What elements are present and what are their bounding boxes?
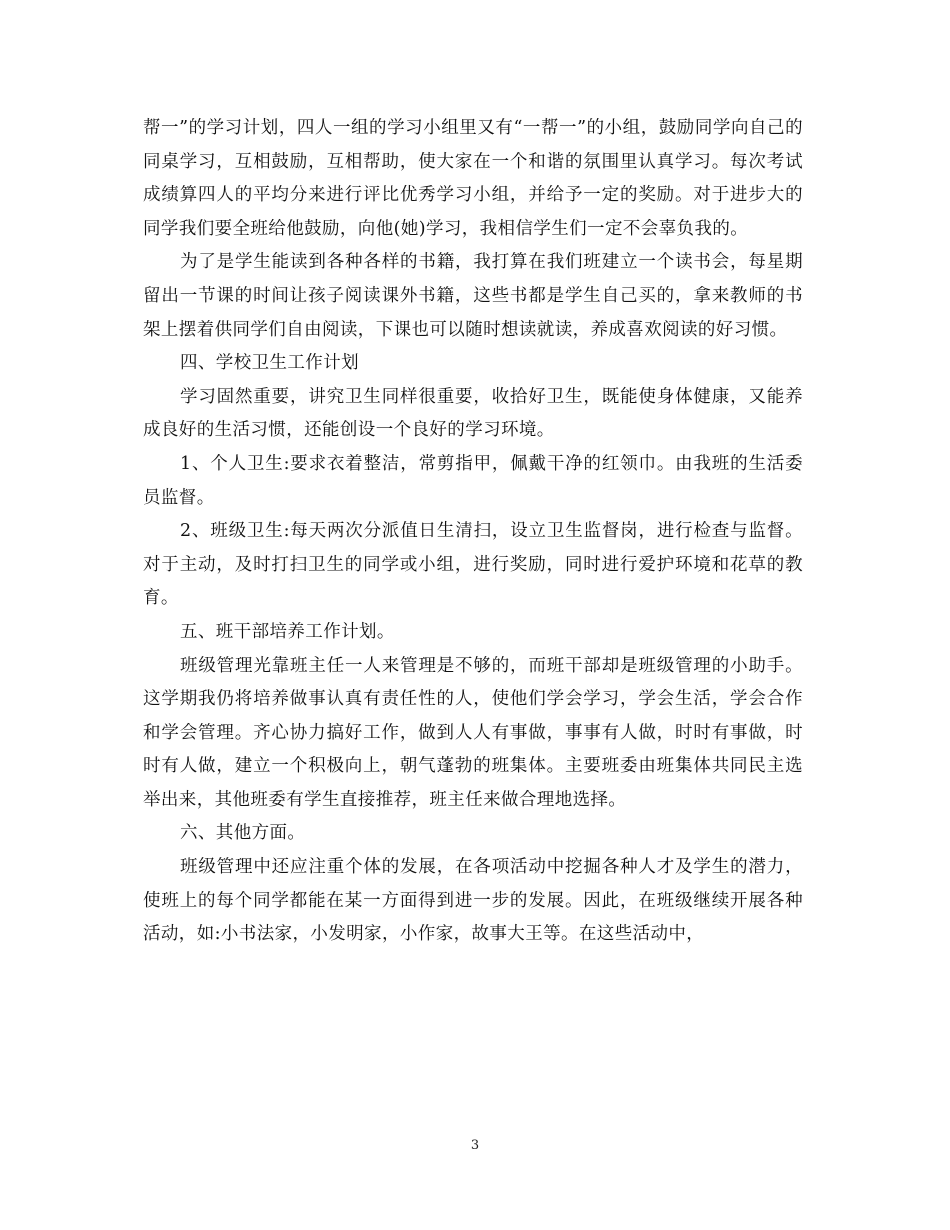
paragraph-personal-hygiene: 1、个人卫生:要求衣着整洁，常剪指甲，佩戴干净的红领巾。由我班的生活委员监督。: [143, 453, 803, 508]
paragraph-class-hygiene: 2、班级卫生:每天两次分派值日生清扫，设立卫生监督岗，进行检查与监督。对于主动，及时打扫卫生的同学或小组，进行奖励，同时进行爱护环境和花草的教育。: [143, 521, 803, 609]
heading-other-aspects: 六、其他方面。: [180, 823, 306, 844]
paragraph-individual-development: 班级管理中还应注重个体的发展，在各项活动中挖掘各种人才及学生的潜力，使班上的每个同学都能在某一方面得到进一步的发展。因此，在班级继续开展各种活动，如:小书法家，小发明家，小作家，故事大王等。在这些活动中，: [143, 857, 803, 945]
heading-hygiene-plan: 四、学校卫生工作计划: [180, 353, 359, 374]
paragraph-hygiene-intro: 学习固然重要，讲究卫生同样很重要，收拾好卫生，既能使身体健康，又能养成良好的生活习惯，还能创设一个良好的学习环境。: [143, 386, 803, 441]
heading-cadre-training: 五、班干部培养工作计划。: [180, 621, 395, 642]
paragraph-cadre-training: 班级管理光靠班主任一人来管理是不够的，而班干部却是班级管理的小助手。这学期我仍将培养做事认真有责任性的人，使他们学会学习，学会生活，学会合作和学会管理。齐心协力搞好工作，做到人人有事做，事事有人做，时时有事做，时时有人做，建立一个积极向上，朝气蓬勃的班集体。主要班委由班集体共同民主选举出来，其他班委有学生直接推荐，班主任来做合理地选择。: [143, 655, 803, 810]
page-number: 3: [470, 1138, 480, 1153]
paragraph-reading-club: 为了是学生能读到各种各样的书籍，我打算在我们班建立一个读书会，每星期留出一节课的时间让孩子阅读课外书籍，这些书都是学生自己买的，拿来教师的书架上摆着供同学们自由阅读，下课也可以随时想读就读，养成喜欢阅读的好习惯。: [143, 252, 803, 340]
paragraph-study-partner: 帮一”的学习计划，四人一组的学习小组里又有“一帮一”的小组，鼓励同学向自己的同桌学习，互相鼓励，互相帮助，使大家在一个和谐的氛围里认真学习。每次考试成绩算四人的平均分来进行评比优秀学习小组，并给予一定的奖励。对于进步大的同学我们要全班给他鼓励，向他(她)学习，我相信学生们一定不会辜负我的。: [143, 118, 803, 239]
document-body: [143, 112, 803, 952]
